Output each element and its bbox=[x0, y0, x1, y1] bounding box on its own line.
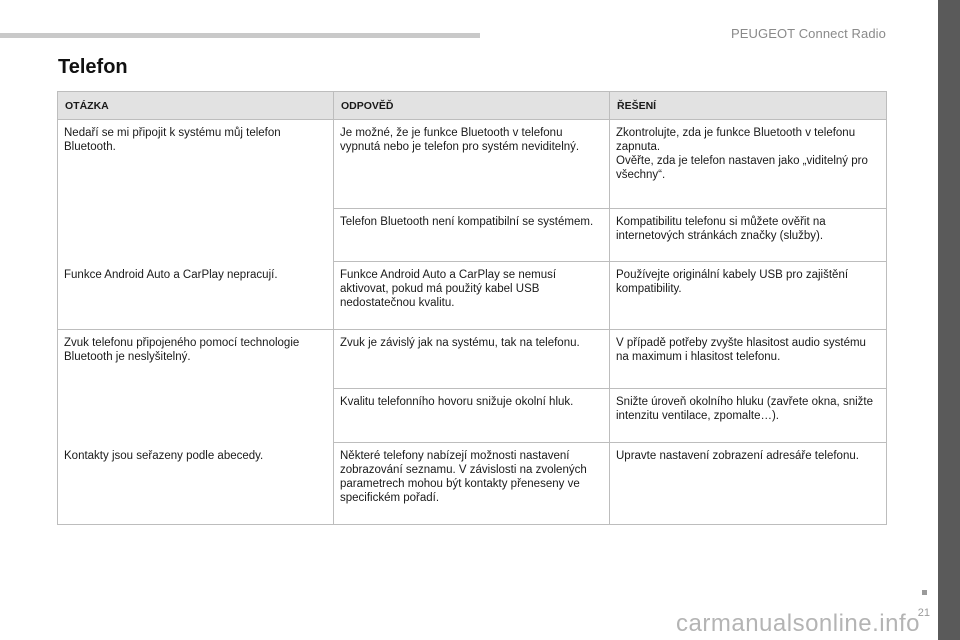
solution-cell bbox=[610, 389, 887, 443]
solution-line: Ověřte, zda je telefon nastaven jako „viditelný pro všechny“. bbox=[616, 155, 868, 181]
watermark: carmanualsonline.info bbox=[676, 610, 920, 637]
table-row bbox=[58, 443, 887, 525]
page-edge-band bbox=[938, 0, 960, 640]
solution-cell bbox=[610, 330, 887, 389]
table-row bbox=[58, 120, 887, 209]
page-number: 21 bbox=[917, 607, 930, 619]
brand-title: PEUGEOT Connect Radio bbox=[730, 26, 886, 41]
column-header-solution: ŘEŠENÍ bbox=[610, 92, 887, 120]
answer-cell: Funkce Android Auto a CarPlay se nemusí aktivovat, pokud má použitý kabel USB nedostatečnou kvalitu. bbox=[334, 262, 610, 330]
solution-line: V případě potřeby zvyšte hlasitost audio systému na maximum i hlasitost telefonu. bbox=[616, 337, 866, 363]
question-cell: Zvuk telefonu připojeného pomocí technologie Bluetooth je neslyšitelný. bbox=[58, 330, 334, 443]
column-header-answer: ODPOVĚĎ bbox=[334, 92, 610, 120]
faq-table bbox=[57, 91, 887, 525]
question-cell: Kontakty jsou seřazeny podle abecedy. bbox=[58, 443, 334, 525]
solution-cell bbox=[610, 120, 887, 209]
footer-marker bbox=[922, 590, 927, 595]
solution-cell bbox=[610, 209, 887, 262]
answer-cell: Zvuk je závislý jak na systému, tak na telefonu. bbox=[334, 330, 610, 389]
solution-line: Snižte úroveň okolního hluku (zavřete okna, snižte intenzitu ventilace, zpomalte…). bbox=[616, 396, 873, 422]
table-header-row bbox=[58, 92, 887, 120]
solution-line: Zkontrolujte, zda je funkce Bluetooth v telefonu zapnuta. bbox=[616, 127, 856, 153]
question-cell: Funkce Android Auto a CarPlay nepracují. bbox=[58, 262, 334, 330]
column-header-question: OTÁZKA bbox=[58, 92, 334, 120]
answer-cell: Je možné, že je funkce Bluetooth v telefonu vypnutá nebo je telefon pro systém neviditelný. bbox=[334, 120, 610, 209]
answer-cell: Telefon Bluetooth není kompatibilní se systémem. bbox=[334, 209, 610, 262]
question-cell: Nedaří se mi připojit k systému můj telefon Bluetooth. bbox=[58, 120, 334, 262]
table-row bbox=[58, 262, 887, 330]
page-title: Telefon bbox=[58, 56, 128, 78]
solution-line: Upravte nastavení zobrazení adresáře telefonu. bbox=[616, 450, 859, 462]
header-rule bbox=[0, 33, 480, 38]
solution-cell bbox=[610, 262, 887, 330]
answer-cell: Kvalitu telefonního hovoru snižuje okolní hluk. bbox=[334, 389, 610, 443]
table-row bbox=[58, 330, 887, 389]
solution-line: Kompatibilitu telefonu si můžete ověřit na internetových stránkách značky (služby). bbox=[616, 216, 826, 242]
solution-cell bbox=[610, 443, 887, 525]
answer-cell: Některé telefony nabízejí možnosti nastavení zobrazování seznamu. V závislosti na zvolených parametrech mohou být kontakty přeneseny ve specifickém pořadí. bbox=[334, 443, 610, 525]
solution-line: Používejte originální kabely USB pro zajištění kompatibility. bbox=[616, 269, 849, 295]
